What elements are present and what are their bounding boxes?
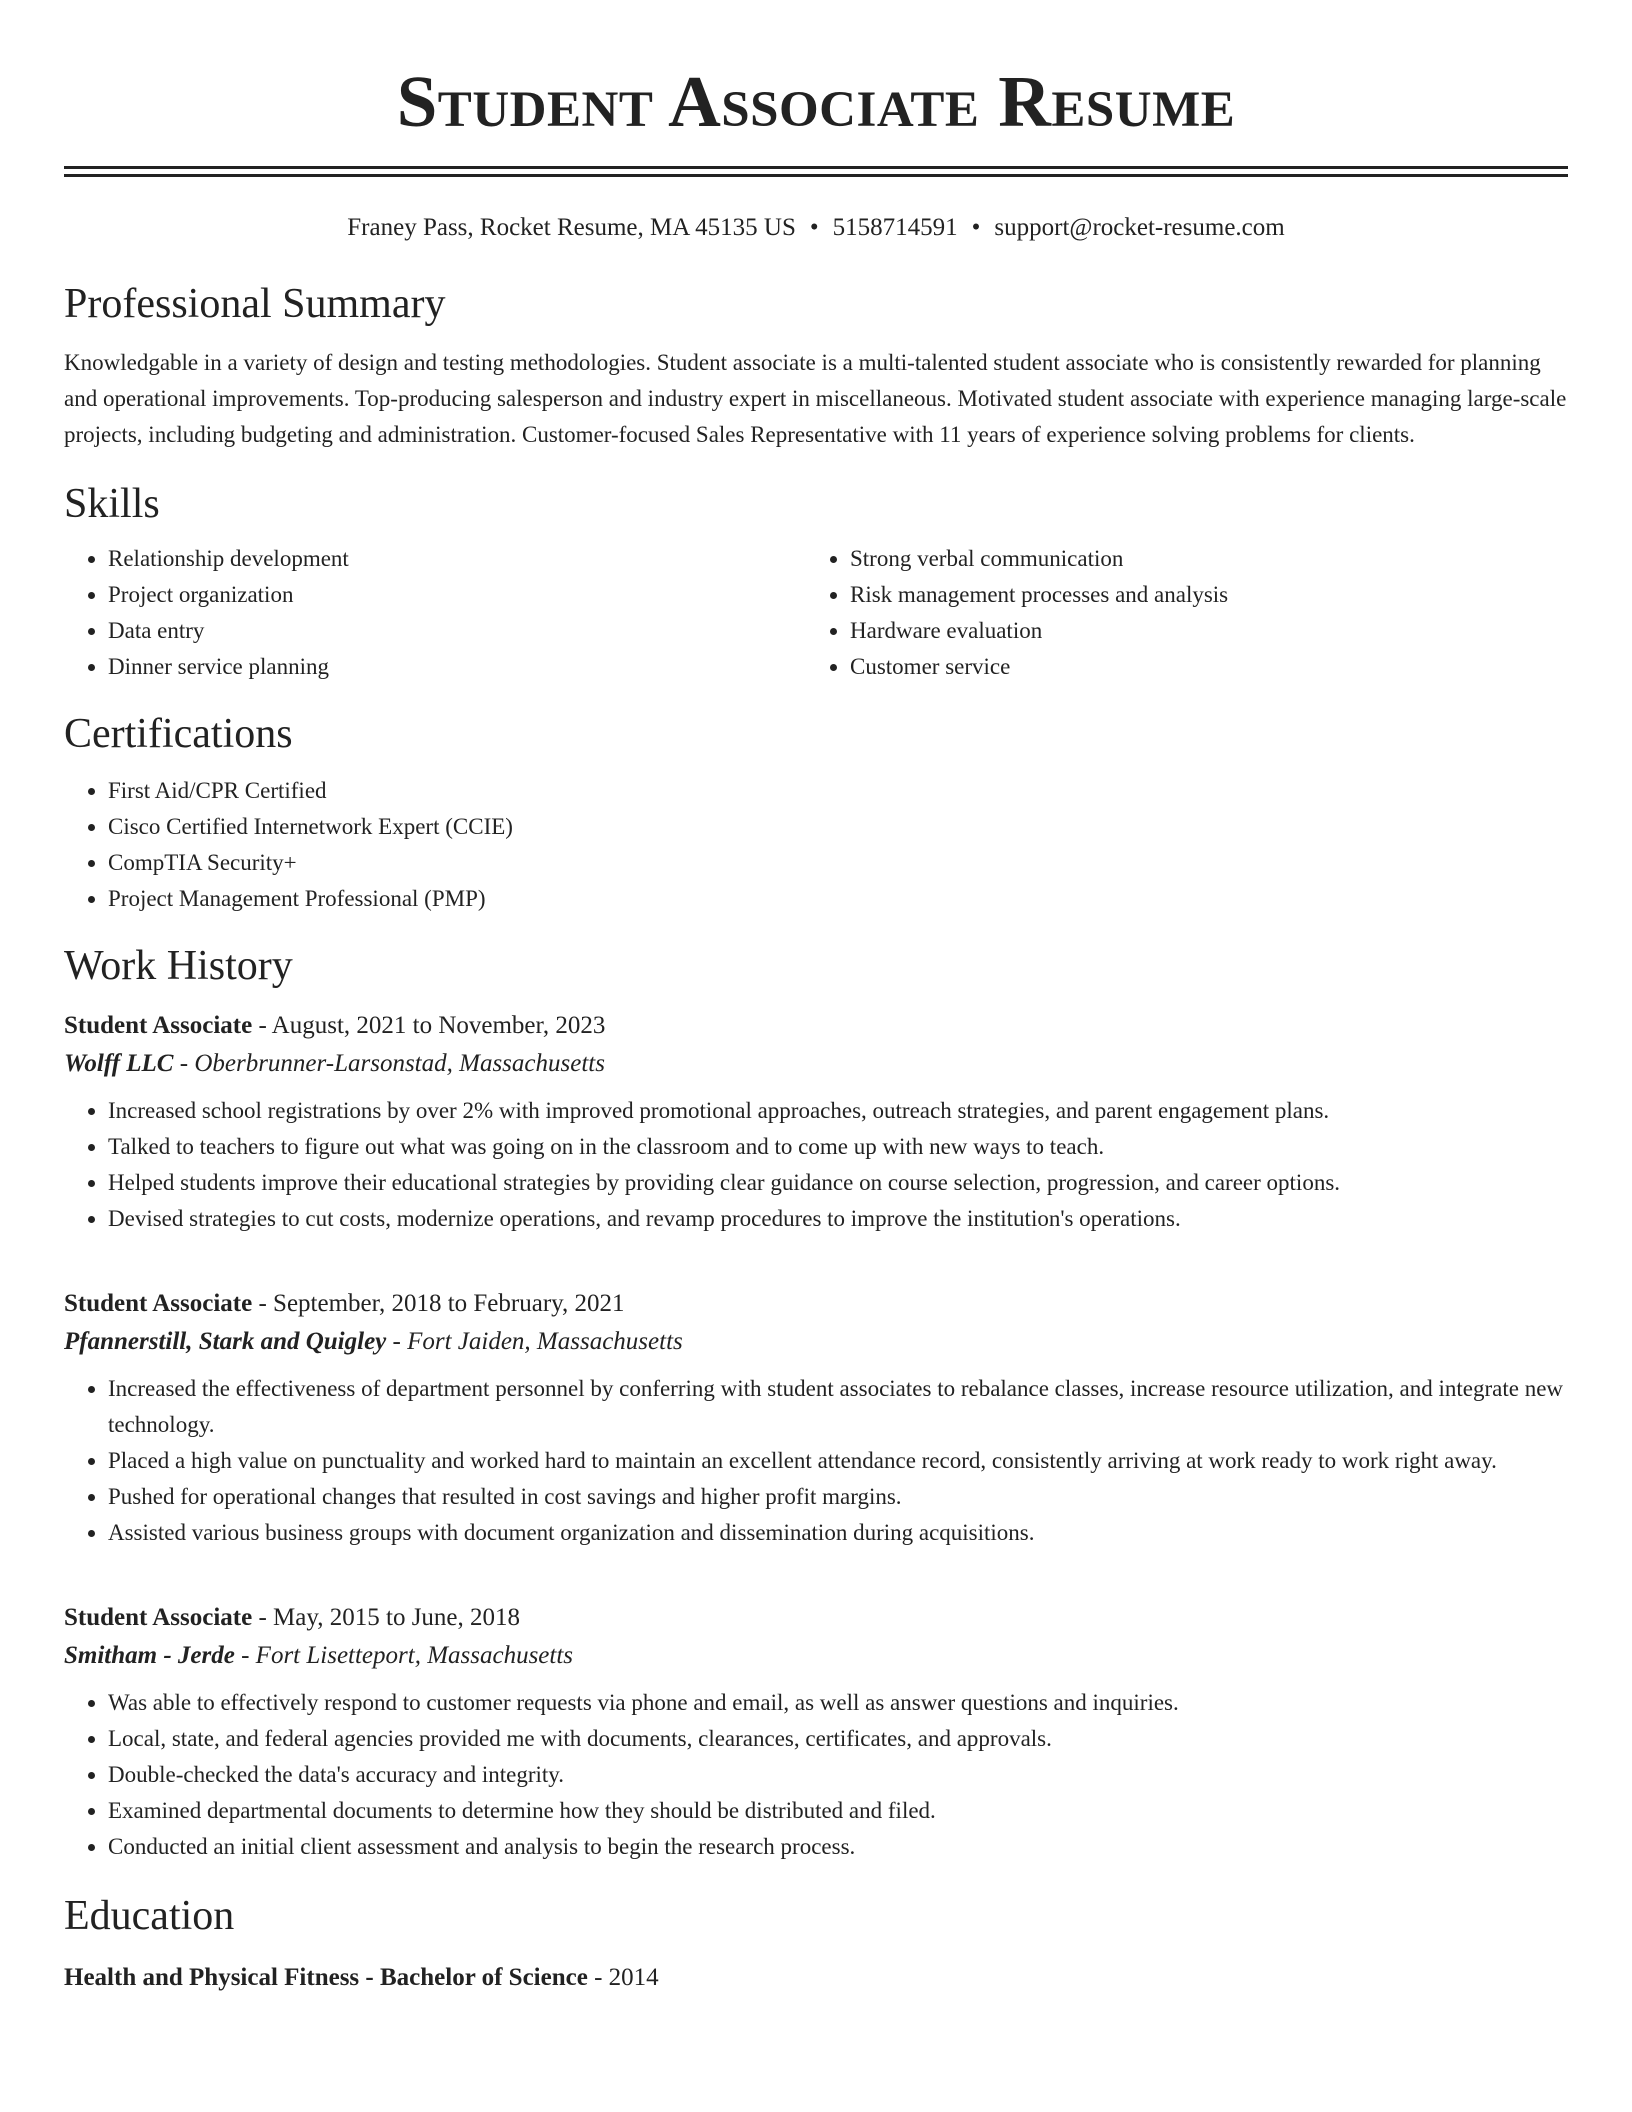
education-year: - 2014 [587, 1964, 659, 1991]
contact-separator: • [971, 214, 981, 241]
job-bullet: • Increased school registrations by over 2% with improved promotional approaches, outreach strategies, and parent engagement plans. [108, 1093, 1568, 1129]
certification-item: • Project Management Professional (PMP) [108, 881, 1568, 917]
job-bullet: • Devised strategies to cut costs, modernize operations, and revamp procedures to improve the institution's operations. [108, 1201, 1568, 1237]
work-history-heading: Work History [64, 943, 293, 989]
work-history-section [64, 941, 1568, 1865]
skills-left-list [64, 541, 806, 685]
job-company-line [64, 1323, 1568, 1361]
job-entry [64, 1007, 1568, 1237]
skill-item: • Project organization [108, 577, 806, 613]
job-entry [64, 1285, 1568, 1551]
summary-heading: Professional Summary [64, 281, 446, 327]
skill-item: • Risk management processes and analysis [850, 577, 1548, 613]
job-bullet: • Increased the effectiveness of department personnel by conferring with student associates to rebalance classes, increase resource utilization, and integrate new technology. [108, 1371, 1568, 1443]
resume-page [64, 0, 1568, 1997]
job-bullet: • Pushed for operational changes that resulted in cost savings and higher profit margins. [108, 1479, 1568, 1515]
resume-title: Student Associate Resume [396, 61, 1236, 142]
job-bullet: • Conducted an initial client assessment and analysis to begin the research process. [108, 1829, 1568, 1865]
contact-separator: • [809, 214, 819, 241]
job-bullets [64, 1371, 1568, 1551]
job-title-line [64, 1007, 1568, 1045]
job-dates: - May, 2015 to June, 2018 [252, 1604, 521, 1631]
job-location: - Fort Lisetteport, Massachusetts [234, 1642, 574, 1669]
title-divider-bottom [64, 174, 1568, 177]
contact-email: support@rocket-resume.com [994, 214, 1285, 241]
job-company-line [64, 1045, 1568, 1083]
skill-item: • Data entry [108, 613, 806, 649]
job-bullet: • Assisted various business groups with document organization and dissemination during acquisitions. [108, 1515, 1568, 1551]
skills-section [64, 479, 1568, 685]
job-bullet: • Local, state, and federal agencies provided me with documents, clearances, certificates, and approvals. [108, 1721, 1568, 1757]
job-title: Student Associate [64, 1604, 253, 1631]
skills-heading: Skills [64, 481, 160, 527]
job-title: Student Associate [64, 1012, 253, 1039]
skill-item: • Strong verbal communication [850, 541, 1548, 577]
job-company: Wolff LLC [64, 1050, 174, 1077]
certifications-list [64, 773, 1568, 917]
job-bullet: • Double-checked the data's accuracy and integrity. [108, 1757, 1568, 1793]
job-bullet: • Examined departmental documents to determine how they should be distributed and filed. [108, 1793, 1568, 1829]
job-bullet: • Helped students improve their educational strategies by providing clear guidance on course selection, progression, and career options. [108, 1165, 1568, 1201]
job-title: Student Associate [64, 1290, 253, 1317]
job-bullets [64, 1093, 1568, 1237]
skills-columns [64, 541, 1568, 685]
job-company-line [64, 1637, 1568, 1675]
skills-right-list [806, 541, 1548, 685]
skill-item: • Relationship development [108, 541, 806, 577]
job-title-line [64, 1285, 1568, 1323]
job-location: - Fort Jaiden, Massachusetts [386, 1328, 683, 1355]
certification-item: • CompTIA Security+ [108, 845, 1568, 881]
summary-section [64, 279, 1568, 453]
job-location: - Oberbrunner-Larsonstad, Massachusetts [173, 1050, 605, 1077]
skill-item: • Dinner service planning [108, 649, 806, 685]
contact-phone: 5158714591 [832, 214, 958, 241]
job-dates: - September, 2018 to February, 2021 [252, 1290, 625, 1317]
job-bullet: • Was able to effectively respond to customer requests via phone and email, as well as answer questions and inquiries. [108, 1685, 1568, 1721]
contact-address: Franey Pass, Rocket Resume, MA 45135 US [347, 214, 796, 241]
certifications-section [64, 709, 1568, 917]
skill-item: • Customer service [850, 649, 1548, 685]
job-company: Pfannerstill, Stark and Quigley [64, 1328, 387, 1355]
education-degree: Health and Physical Fitness - Bachelor of Science [64, 1964, 588, 1991]
job-title-line [64, 1599, 1568, 1637]
job-bullet: • Talked to teachers to figure out what was going on in the classroom and to come up with new ways to teach. [108, 1129, 1568, 1165]
certifications-heading: Certifications [64, 711, 293, 757]
skills-left-column [64, 541, 806, 685]
title-divider-top [64, 166, 1568, 169]
job-bullet: • Placed a high value on punctuality and worked hard to maintain an excellent attendance record, consistently arriving at work ready to work right away. [108, 1443, 1568, 1479]
job-entry [64, 1599, 1568, 1865]
education-entry [64, 1959, 1568, 1997]
contact-line [64, 211, 1568, 245]
skill-item: • Hardware evaluation [850, 613, 1548, 649]
certification-item: • Cisco Certified Internetwork Expert (CCIE) [108, 809, 1568, 845]
certification-item: • First Aid/CPR Certified [108, 773, 1568, 809]
skills-right-column [806, 541, 1548, 685]
job-dates: - August, 2021 to November, 2023 [252, 1012, 606, 1039]
job-company: Smitham - Jerde [64, 1642, 235, 1669]
education-heading: Education [64, 1893, 235, 1939]
job-bullets [64, 1685, 1568, 1865]
education-section [64, 1891, 1568, 1997]
summary-text: Knowledgable in a variety of design and testing methodologies. Student associate is a multi-talented student associate who is consistently rewarded for planning and operational improvements. Top-producing salesperson and industry expert in miscellaneous. Motivated student associate with experience managing large-scale projects, including budgeting and administration. Customer-focused Sales Representative with 11 years of experience solving problems for clients. [64, 350, 1567, 447]
